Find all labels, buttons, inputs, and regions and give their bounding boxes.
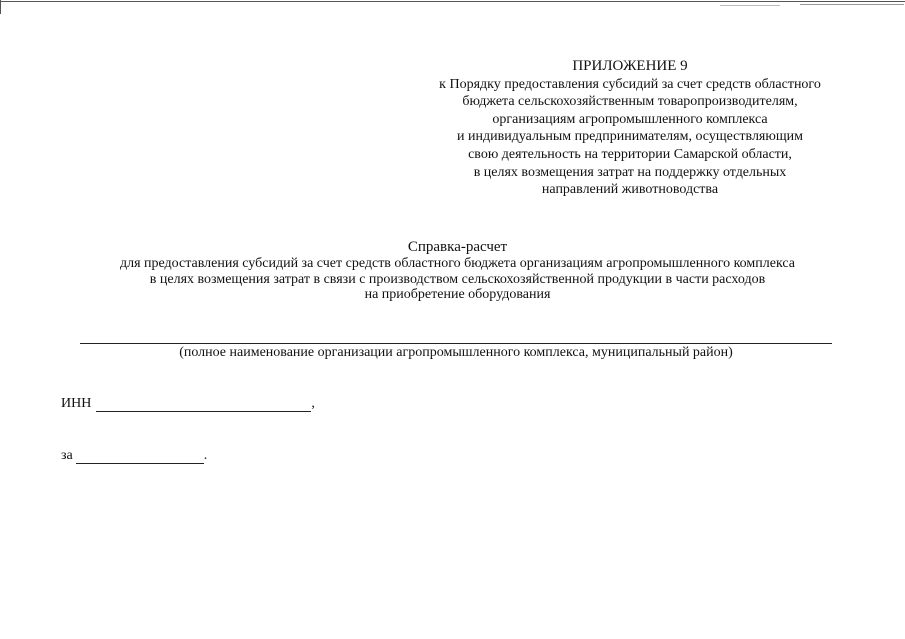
organization-caption: (полное наименование организации агропромышленного комплекса, муниципальный район) xyxy=(179,345,733,360)
certificate-line: на приобретение оборудования xyxy=(364,287,551,303)
scan-mark xyxy=(800,4,904,5)
appendix-title: ПРИЛОЖЕНИЕ 9 xyxy=(572,58,688,74)
appendix-line: направлений животноводства xyxy=(541,182,719,198)
page-edge-left xyxy=(0,0,1,14)
period-blank[interactable] xyxy=(76,449,204,464)
period-label: за xyxy=(61,448,73,463)
inn-row xyxy=(61,396,315,412)
appendix-line: свою деятельность на территории Самарской области, xyxy=(468,146,792,162)
appendix-line: организациям агропромышленного комплекса xyxy=(492,111,768,127)
certificate-header xyxy=(40,240,875,303)
certificate-line: для предоставления субсидий за счет средств областного бюджета организациям агропромышленного комплекса xyxy=(119,255,796,271)
certificate-title: Справка-расчет xyxy=(407,239,508,255)
certificate-line: в целях возмещения затрат в связи с производством сельскохозяйственной продукции в части расходов xyxy=(149,271,766,287)
appendix-line: бюджета сельскохозяйственным товаропроизводителям, xyxy=(462,94,798,110)
appendix-line: в целях возмещения затрат на поддержку отдельных xyxy=(473,164,787,180)
scan-mark xyxy=(720,5,780,6)
appendix-header xyxy=(410,58,850,199)
inn-punct: , xyxy=(311,396,315,411)
inn-label: ИНН xyxy=(61,396,92,411)
page-edge-top xyxy=(0,1,905,2)
appendix-line: и индивидуальным предпринимателям, осуществляющим xyxy=(457,129,803,145)
period-row xyxy=(61,448,207,464)
inn-blank[interactable] xyxy=(96,397,311,412)
appendix-line: к Порядку предоставления субсидий за счет средств областного xyxy=(439,76,821,92)
period-punct: . xyxy=(203,448,208,463)
